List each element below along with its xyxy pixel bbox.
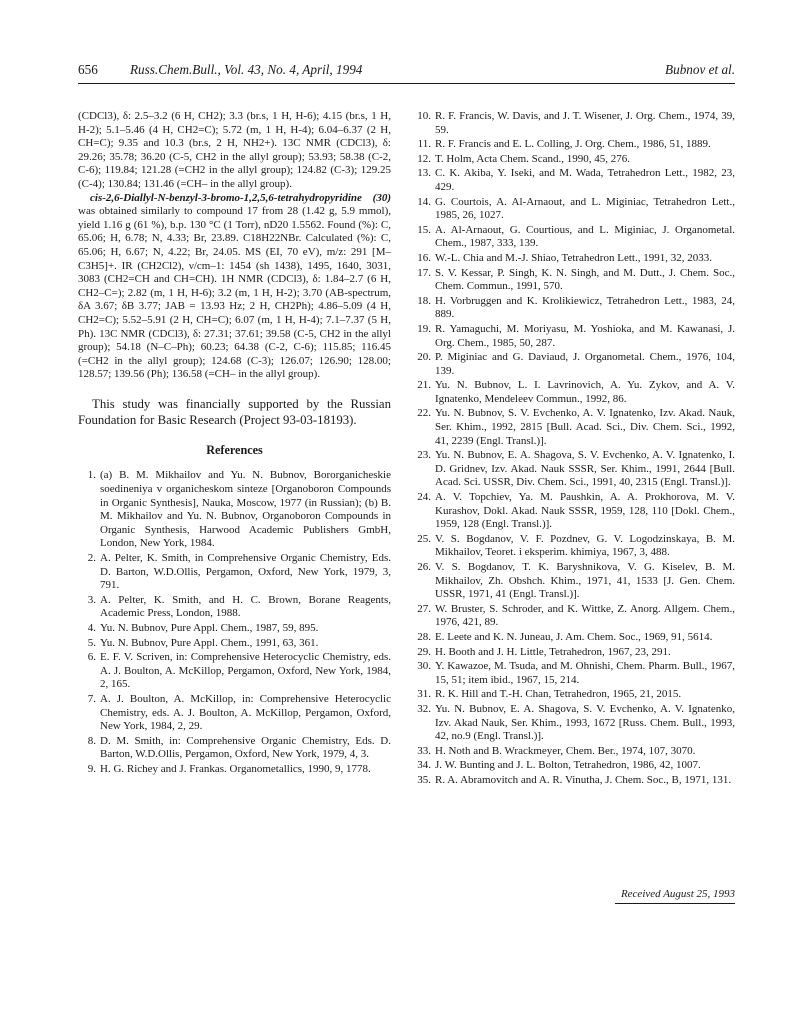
reference-item [413,167,735,194]
reference-text: R. A. Abramovitch and A. R. Vinutha, J. Chem. Soc., B, 1971, 131. [435,773,732,786]
reference-item [413,561,735,602]
reference-item [413,295,735,322]
reference-item [413,407,735,448]
reference-text: W.-L. Chia and M.-J. Shiao, Tetrahedron Lett., 1991, 32, 2033. [435,251,712,264]
reference-item [413,196,735,223]
reference-number: 14. [417,195,431,208]
reference-text: H. Booth and J. H. Little, Tetrahedron, 1967, 23, 291. [435,645,671,658]
running-header [78,60,735,82]
references-list-right [413,110,735,788]
reference-number: 12. [417,152,431,165]
reference-item [78,469,391,551]
page-number: 656 [78,62,98,77]
references-list-left [78,469,391,776]
reference-number: 2. [87,552,96,565]
reference-text: J. W. Bunting and J. L. Bolton, Tetrahedron, 1986, 42, 1007. [435,759,701,772]
reference-item [78,552,391,593]
reference-number: 26. [417,561,431,573]
reference-number: 18. [417,294,431,307]
reference-item [413,224,735,251]
compound-30-paragraph [78,192,391,382]
reference-item [78,735,391,762]
reference-number: 17. [417,266,431,279]
reference-item [413,703,735,744]
reference-number: 24. [417,491,431,504]
reference-number: 31. [417,688,431,701]
reference-number: 15. [417,223,431,236]
reference-number: 34. [417,759,431,772]
reference-text: H. G. Richey and J. Frankas. Organometallics, 1990, 9, 1778. [100,762,371,775]
reference-number: 1. [87,469,96,482]
reference-text: Yu. N. Bubnov, Pure Appl. Chem., 1991, 63, 361. [100,636,319,649]
reference-number: 7. [87,692,96,705]
reference-text: P. Miginiac and G. Daviaud, J. Organometal. Chem., 1976, 104, 139. [435,351,735,377]
reference-text: A. J. Boulton, A. McKillop, in: Comprehensive Heterocyclic Chemistry, eds. A. J. Boulton, A. McKillop, Pergamon, Oxford, New York, 1984, 2, 29. [100,692,391,733]
nmr-data-paragraph: (CDCl3), δ: 2.5–3.2 (6 H, CH2); 3.3 (br.s, 1 H, H-6); 4.15 (br.s, 1 H, H-2); 5.1–5.46 (4 H, CH2=C); 5.72 (m, 1 H, H-4); 6.04–6.37 (2 H, CH=C); 9.35 and 10.3 (br.s, 2 H, NH2+). 13C NMR (CDCl3), δ: 29.26; 35.78; 36.20 (C-5, CH2 in the allyl group); 53.93; 58.38 (C-2, C-6); 119.84; 121.28 (=CH2 in the allyl group); 124.82 (C-3); 129.25 (C-4); 130.84; 131.46 (=CH– in the allyl group). [78,110,391,190]
reference-number: 20. [417,351,431,364]
compound-30-text: was obtained similarly to compound 17 from 28 (1.42 g, 5.9 mmol), yield 1.16 g (61 %), b.p. 130 °C (1 Torr), nD20 1.5562. Found (%): C, 65.06; H, 6.78; N, 4.33; Br, 23.89. C18H22NBr. Calculated (%): C, 65.06; H, 6.67; N, 4.22; Br, 24.05. MS (EI, 70 eV), m/z: 291 [M–C3H5]+. IR (CH2Cl2), ν/cm–1: 1454 (sh 1438), 1495, 1640, 3031, 3083 (CH2=CH and CH=CH). 1H NMR (CDCl3), δ: 1.84–2.7 (6 H, CH2–C=); 2.82 (m, 1 H, H-6); 3.2 (m, 1 H, H-2); 3.70 (AB-spectrum, δA 3.67; δB 3.77; JAB = 13.93 Hz; 2 H, CH2Ph); 4.86–5.09 (4 H, CH2=C); 5.52–5.91 (2 H, CH=C); 6.07 (m, 1 H, H-4); 7.1–7.37 (5 H, Ph). 13C NMR (CDCl3), δ: 27.31; 37.61; 39.58 (C-5, CH2 in the allyl group); 54.18 (N–C–Ph); 60.23; 64.38 (C-2, C-6); 115.85; 116.45 (=CH2 in the allyl group); 124.68 (C-3); 126.07; 126.90; 128.00; 128.57; 139.56 (Ph); 136.58 (=CH– in the allyl group). [78,205,391,381]
reference-item [78,693,391,734]
reference-item [413,491,735,532]
reference-item [413,603,735,630]
journal-citation: Russ.Chem.Bull., Vol. 43, No. 4, April, 1994 [130,62,363,77]
reference-text: Yu. N. Bubnov, E. A. Shagova, S. V. Evchenko, A. V. Ignatenko, Izv. Akad Nauk, Ser. Khim., 1993, 1672 [Russ. Chem. Bull., 1993, 42, no.9 (Engl. Transl.)]. [435,702,735,743]
reference-text: Yu. N. Bubnov, L. I. Lavrinovich, A. Yu. Zykov, and A. V. Ignatenko, Mendeleev Commun., 1992, 86. [435,379,735,405]
reference-number: 23. [417,449,431,462]
reference-number: 5. [87,636,96,649]
reference-number: 3. [87,593,96,606]
reference-number: 32. [417,702,431,715]
reference-item [413,759,735,773]
reference-item [78,651,391,692]
reference-text: S. V. Kessar, P. Singh, K. N. Singh, and M. Dutt., J. Chem. Soc., Chem. Commun., 1991, 570. [435,266,735,293]
reference-number: 30. [417,660,431,673]
reference-text: (a) B. M. Mikhailov and Yu. N. Bubnov, Bororganicheskie soedineniya v organicheskom sinteze [Organoboron Compounds in Organic Synthesis], Nauka, Moscow, 1977 (in Russian); (b) B. M. Mikhailov and Yu. N. Bubnov, Organoboron Compounds in Organic Synthesis, Harwood Academic Publishers GmbH, London, New York, 1984. [100,469,391,550]
reference-text: G. Courtois, A. Al-Arnaout, and L. Miginiac, Tetrahedron Lett., 1985, 26, 1027. [435,195,735,222]
compound-30-name: cis-2,6-Diallyl-N-benzyl-3-bromo-1,2,5,6-tetrahydropyridine (30) [90,191,391,204]
reference-number: 35. [417,773,431,786]
reference-item [413,252,735,266]
reference-item [78,594,391,621]
reference-text: A. Al-Arnaout, G. Courtious, and L. Miginiac, J. Organometal. Chem., 1987, 333, 139. [435,223,735,250]
reference-text: C. K. Akiba, Y. Iseki, and M. Wada, Tetrahedron Lett., 1982, 23, 429. [435,167,735,193]
reference-item [413,449,735,490]
reference-item [413,267,735,294]
reference-text: Y. Kawazoe, M. Tsuda, and M. Ohnishi, Chem. Pharm. Bull., 1967, 15, 51; item ibid., 1967, 15, 214. [435,660,735,686]
reference-number: 4. [87,622,96,634]
reference-number: 33. [417,744,431,757]
reference-text: Yu. N. Bubnov, S. V. Evchenko, A. V. Ignatenko, Izv. Akad. Nauk, Ser. Khim., 1992, 2815 [Bull. Acad. Sci., Div. Chem. Sci., 1992, 41, 2239 (Engl. Transl.)]. [435,407,735,447]
right-column [413,110,735,789]
received-date: Received August 25, 1993 [620,888,735,900]
reference-text: R. K. Hill and T.-H. Chan, Tetrahedron, 1965, 21, 2015. [435,688,682,701]
references-heading: References [206,442,263,457]
left-column [78,110,391,778]
reference-text: R. F. Francis, W. Davis, and J. T. Wisener, J. Org. Chem., 1974, 39, 59. [435,110,735,136]
reference-number: 25. [417,532,431,545]
reference-number: 27. [417,602,431,615]
reference-text: E. F. V. Scriven, in: Comprehensive Heterocyclic Chemistry, eds. A. J. Boulton, A. McKillop, Pergamon, Oxford, New York, 1984, 2, 165. [100,651,391,691]
reference-item [78,637,391,651]
reference-number: 10. [417,110,431,122]
reference-item [413,351,735,378]
reference-item [413,631,735,645]
reference-text: H. Vorbruggen and K. Krolikiewicz, Tetrahedron Lett., 1983, 24, 889. [435,294,735,321]
reference-text: T. Holm, Acta Chem. Scand., 1990, 45, 276. [435,152,631,165]
reference-text: V. S. Bogdanov, V. F. Pozdnev, G. V. Logodzinskaya, B. M. Mikhailov, Teoret. i eksperim. khimiya, 1967, 3, 488. [435,532,735,559]
running-author: Bubnov et al. [665,62,735,77]
reference-item [413,774,735,788]
reference-item [413,379,735,406]
reference-text: W. Bruster, S. Schroder, and K. Wittke, Z. Anorg. Allgem. Chem., 1976, 421, 89. [435,602,735,629]
reference-text: H. Noth and B. Wrackmeyer, Chem. Ber., 1974, 107, 3070. [435,744,696,757]
reference-number: 22. [417,407,431,420]
reference-text: R. Yamaguchi, M. Moriyasu, M. Yoshioka, and M. Kawanasi, J. Org. Chem., 1985, 50, 287. [435,322,735,349]
reference-number: 13. [417,167,431,180]
reference-item [413,688,735,702]
reference-text: Yu. N. Bubnov, Pure Appl. Chem., 1987, 59, 895. [100,622,319,634]
end-rule [615,903,735,904]
reference-item [413,323,735,350]
reference-number: 29. [417,645,431,658]
reference-item [413,138,735,152]
header-rule [78,83,735,84]
reference-item [413,153,735,167]
reference-text: E. Leete and K. N. Juneau, J. Am. Chem. Soc., 1969, 91, 5614. [435,630,713,643]
reference-number: 6. [87,651,96,664]
reference-number: 21. [417,379,431,392]
reference-text: A. Pelter, K. Smith, in Comprehensive Organic Chemistry, Eds. D. Barton, W.D.Ollis, Pergamon, Oxford, New York, 1979, 3, 791. [100,552,391,592]
reference-text: R. F. Francis and E. L. Colling, J. Org. Chem., 1986, 51, 1889. [435,138,711,151]
reference-item [413,745,735,759]
reference-number: 9. [87,762,96,775]
reference-text: Yu. N. Bubnov, E. A. Shagova, S. V. Evchenko, A. V. Ignatenko, I. D. Gridnev, Izv. Akad. Nauk SSSR, Ser. Khim., 1991, 2644 [Bull. Acad. Sci. USSR, Div. Chem. Sci., 1991, 40, 2315 (Engl. Transl.)]. [435,449,735,489]
reference-text: V. S. Bogdanov, T. K. Baryshnikova, V. G. Kiselev, B. M. Mikhailov, Zh. Obshch. Khim., 1971, 41, 1533 [J. Gen. Chem. USSR, 1971, 41 (Engl. Transl.)]. [435,561,735,601]
reference-text: A. V. Topchiev, Ya. M. Paushkin, A. A. Prokhorova, M. V. Kurashov, Dokl. Akad. Nauk SSSR, 1959, 128, 110 [Dokl. Chem., 1959, 128 (Engl. Transl.)]. [435,491,735,531]
reference-item [413,110,735,137]
reference-item [413,533,735,560]
reference-item [78,763,391,777]
reference-item [413,660,735,687]
reference-text: A. Pelter, K. Smith, and H. C. Brown, Borane Reagents, Academic Press, London, 1988. [100,593,391,620]
reference-text: D. M. Smith, in: Comprehensive Organic Chemistry, Eds. D. Barton, W.D.Ollis, Pergamon, Oxford, New York, 1979, 4, 3. [100,734,391,761]
reference-number: 8. [87,734,96,747]
acknowledgment: This study was financially supported by the Russian Foundation for Basic Research (Project 93-03-18193). [78,396,391,427]
reference-number: 19. [417,322,431,335]
reference-number: 28. [417,630,431,643]
reference-number: 11. [417,138,431,151]
reference-number: 16. [417,251,431,264]
reference-item [78,622,391,636]
reference-item [413,646,735,660]
